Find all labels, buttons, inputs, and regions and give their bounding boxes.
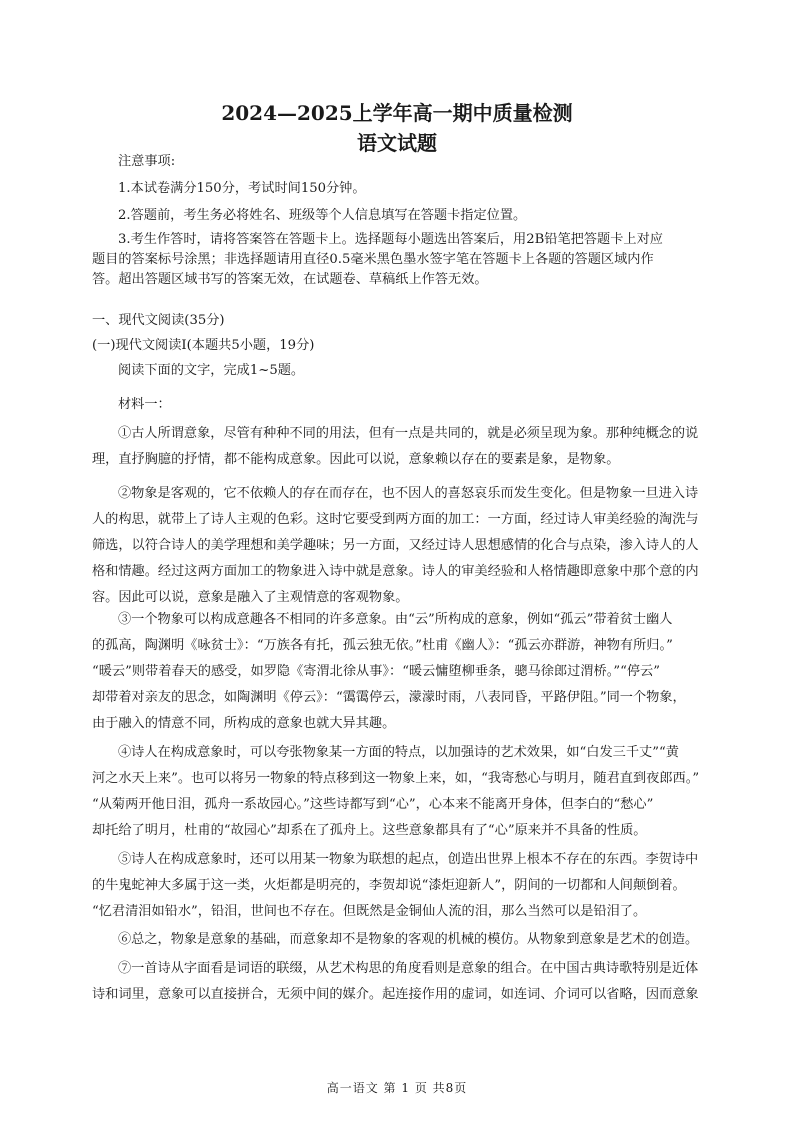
section-subheading: (一)现代文阅读Ⅰ(本题共5小题，19分)	[92, 338, 315, 353]
paragraph-2-line: 格和情趣。经过这两方面加工的物象进入诗中就是意象。诗人的审美经验和人格情趣即意象中那个意的内	[92, 564, 699, 579]
material-label: 材料一：	[118, 397, 171, 412]
exam-title: 2024—2025上学年高一期中质量检测	[221, 101, 573, 125]
paragraph-2-line: 筛选，以符合诗人的美学理想和美学趣味；另一方面，又经过诗人思想感情的化合与点染，渗入诗人的人	[92, 538, 699, 553]
paragraph-4-line: “从菊两开他日泪，孤舟一系故园心。”这些诗都写到“心”，心本来不能离开身体，但李白的“愁心”	[92, 797, 654, 812]
paragraph-2-line: 人的构思，就带上了诗人主观的色彩。这时它要受到两方面的加工：一方面，经过诗人审美经验的淘洗与	[92, 512, 699, 527]
notice-heading: 注意事项:	[118, 154, 176, 169]
paragraph-6-line: ⑥总之，物象是意象的基础，而意象却不是物象的客观的机械的模仿。从物象到意象是艺术的创造。	[118, 932, 699, 947]
paragraph-3-line: “暖云”则带着春天的感受，如罗隐《寄渭北徐从事》：“暖云慵堕柳垂条，骢马徐郎过渭桥。”“停云”	[92, 664, 660, 679]
paragraph-5-line: ⑤诗人在构成意象时，还可以用某一物象为联想的起点，创造出世界上根本不存在的东西。李贺诗中	[118, 852, 699, 867]
notice-item-3-line-3: 答。超出答题区域书写的答案无效，在试题卷、草稿纸上作答无效。	[92, 272, 488, 287]
paragraph-2-line: 容。因此可以说，意象是融入了主观情意的客观物象。	[92, 590, 409, 605]
paragraph-3-line: 却带着对亲友的思念，如陶渊明《停云》：“霭霭停云，濛濛时雨，八表同昏，平路伊阻。”同一个物象，	[92, 690, 686, 705]
page-footer: 高一语文 第 1 页 共8页	[326, 1081, 468, 1095]
paragraph-3-line: ③一个物象可以构成意趣各不相同的许多意象。由“云”所构成的意象，例如“孤云”带着贫士幽人	[118, 612, 673, 627]
notice-item-1: 1.本试卷满分150分，考试时间150分钟。	[118, 181, 366, 196]
paragraph-7-line: ⑦一首诗从字面看是词语的联缀，从艺术构思的角度看则是意象的组合。在中国古典诗歌特别是近体	[118, 961, 699, 976]
paragraph-3-line: 的孤高，陶渊明《咏贫士》：“万族各有托，孤云独无依。”杜甫《幽人》：“孤云亦群游，神物有所归。”	[92, 638, 673, 653]
paragraph-5-line: 的牛鬼蛇神大多属于这一类，火炬都是明亮的，李贺却说“漆炬迎新人”，阴间的一切都和人间颠倒着。	[92, 878, 686, 893]
notice-item-2: 2.答题前，考生务必将姓名、班级等个人信息填写在答题卡指定位置。	[118, 208, 527, 223]
notice-item-3-line-2: 题目的答案标号涂黑；非选择题请用直径0.5毫米黑色墨水签字笔在答题卡上各题的答题区域内作	[92, 252, 654, 267]
paragraph-4-line: 河之水天上来”。也可以将另一物象的特点移到这一物象上来，如，“我寄愁心与明月，随君直到夜郎西。”	[92, 771, 700, 786]
paragraph-4-line: ④诗人在构成意象时，可以夸张物象某一方面的特点，以加强诗的艺术效果，如“白发三千丈”“黄	[118, 745, 679, 760]
paragraph-4-line: 却托给了明月，杜甫的“故园心”却系在了孤舟上。这些意象都具有了“心”原来并不具备的性质。	[92, 823, 647, 838]
paragraph-3-line: 由于融入的情意不同，所构成的意象也就大异其趣。	[92, 716, 396, 731]
section-heading: 一、现代文阅读(35分)	[92, 313, 225, 328]
paragraph-1-line: 理，直抒胸臆的抒情，都不能构成意象。因此可以说，意象赖以存在的要素是象，是物象。	[92, 452, 620, 467]
paragraph-5-line: “忆君清泪如铅水”，铅泪，世间也不存在。但既然是金铜仙人流的泪，那么当然可以是铅泪了。	[92, 904, 647, 919]
paragraph-2-line: ②物象是客观的，它不依赖人的存在而存在，也不因人的喜怒哀乐而发生变化。但是物象一旦进入诗	[118, 486, 699, 501]
notice-item-3-line-1: 3.考生作答时，请将答案答在答题卡上。选择题每小题选出答案后，用2B铅笔把答题卡上对应	[118, 232, 663, 247]
paragraph-1-line: ①古人所谓意象，尽管有种种不同的用法，但有一点是共同的，就是必须呈现为象。那种纯概念的说	[118, 426, 699, 441]
paragraph-7-line: 诗和词里，意象可以直接拼合，无须中间的媒介。起连接作用的虚词，如连词、介词可以省略，因而意象	[92, 987, 699, 1002]
reading-instruction: 阅读下面的文字，完成1~5题。	[118, 363, 305, 378]
exam-subtitle: 语文试题	[357, 131, 437, 155]
